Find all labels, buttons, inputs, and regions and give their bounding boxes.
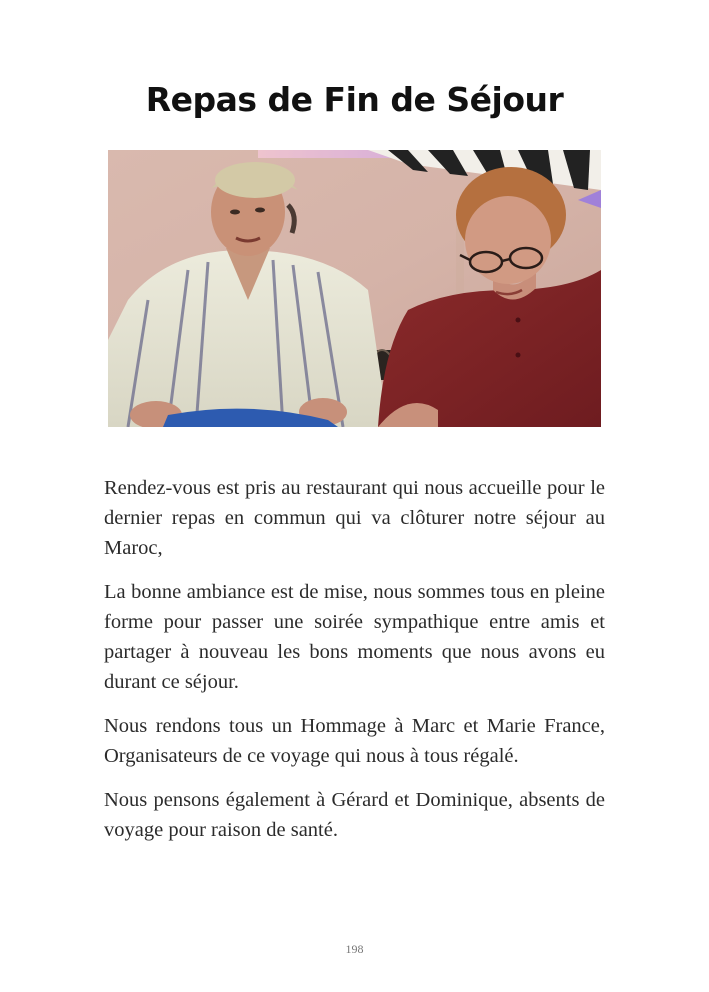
- page-title: Repas de Fin de Séjour: [145, 80, 564, 119]
- page-number: 198: [345, 942, 364, 956]
- paragraph-1: Rendez-vous est pris au restaurant qui nous accueille pour le dernier repas en commun qui va clôturer notre séjour au Maroc,: [104, 477, 605, 559]
- paragraph-2: La bonne ambiance est de mise, nous sommes tous en pleine forme pour passer une soirée sympathique entre amis et partager à nouveau les bons moments que nous avons eu durant ce séjour.: [104, 581, 605, 693]
- photo-man-and-woman-at-dinner: [108, 150, 601, 427]
- paragraph-3: Nous rendons tous un Hommage à Marc et Marie France, Organisateurs de ce voyage qui nous à tous régalé.: [104, 715, 605, 767]
- body-text: [104, 473, 605, 859]
- paragraph-4: Nous pensons également à Gérard et Dominique, absents de voyage pour raison de santé.: [104, 789, 605, 841]
